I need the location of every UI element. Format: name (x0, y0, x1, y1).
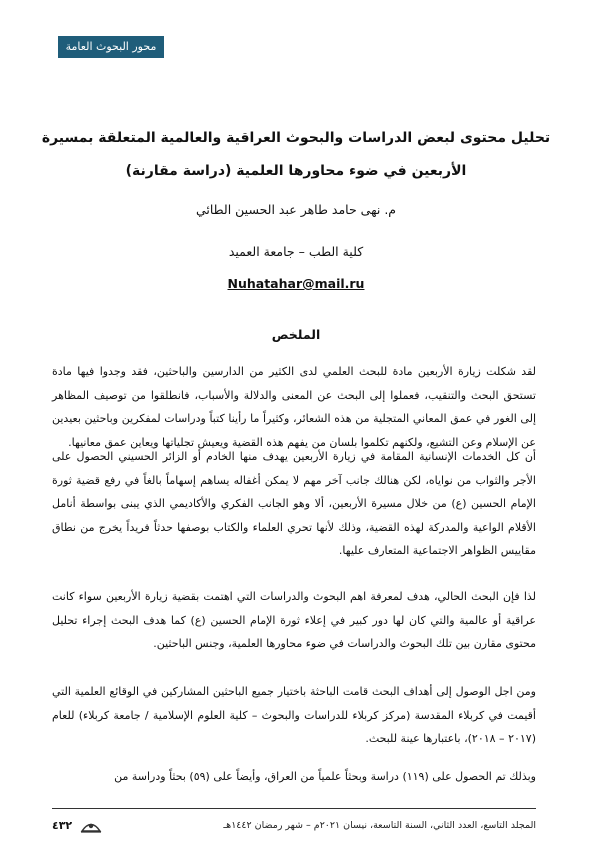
paper-title-line-2: الأربعين في ضوء محاورها العلمية (دراسة مقارنة) (125, 163, 467, 179)
author-email[interactable]: Nuhatahar@mail.ru (227, 276, 365, 291)
abstract-paragraph-3: لذا فإن البحث الحالي، هدف لمعرفة اهم البحوث والدراسات التي اهتمت بقضية زيارة الأربعين سواء كانت عراقية أو عالمية والتي كان لها دور كبير في إعلاء ثورة الإمام الحسين (ع) كما هدف البحث إجراء تحليل محتوى مقارن بين تلك البحوث والدراسات في ضوء محاورها العلمية، وجنس الباحثين. (52, 590, 536, 650)
journal-issue-info: المجلد التاسع، العدد الثاني، السنة التاسعة، نيسان ٢٠٢١م – شهر رمضان ١٤٤٢هـ (223, 819, 536, 831)
author-name: م. نهى حامد طاهر عبد الحسين الطائي (195, 202, 397, 217)
abstract-heading: الملخص (271, 327, 321, 342)
footer-divider (52, 808, 536, 809)
page-footer (52, 814, 536, 836)
page-number: ٤٣٢ (52, 818, 73, 832)
abstract-paragraph-1: لقد شكلت زيارة الأربعين مادة للبحث العلمي لدى الكثير من الدارسين والباحثين، فقد وجدوا فيها مادة تستحق البحث والتنقيب، فعملوا إلى البحث عن المعنى والدلالة والأسباب، فانطلقوا من توصيف المظاهر إلى الغور في عمق المعاني المتجلية من هذه الشعائر، وكثيراً ما رأينا كتباً ودراسات لمفكرين وباحثين بعيدين عن الإسلام وعن التشيع، ولكنهم تكلموا بلسان من يفهم هذه القضية ويعيش تجلياتها ويعاين عمق معانيها. (52, 365, 536, 449)
abstract-paragraph-2: أن كل الخدمات الإنسانية المقامة في زيارة الأربعين يهدف منها الخادم أو الزائر الحسيني الحصول على الأجر والثواب من نواياه، لكن هنالك جانب آخر مهم لا يمكن أغفاله يساهم إسهاماً بالغاً في رفع قضية ثورة الإمام الحسين (ع) من خلال مسيرة الأربعين، ألا وهو الجانب الفكري والأكاديمي الذي يبنى بواسطة أنامل الأقلام الواعية والمدركة لهذه القضية، وذلك لأنها تحري العلماء والكتاب بوصفها حدثاً فريداً يخرج من نطاق مقاييس الظواهر الاجتماعية المتعارف عليها. (52, 450, 536, 557)
abstract-paragraph-4: ومن اجل الوصول إلى أهداف البحث قامت الباحثة باختيار جميع الباحثين المشاركين في الوقائع العلمية التي أقيمت في كربلاء المقدسة (مركز كربلاء للدراسات والبحوث – كلية العلوم الإسلامية / جامعة كربلاء) للعام (٢٠١٧ – ٢٠١٨)، باعتبارها عينة للبحث. (52, 685, 536, 745)
journal-emblem-icon (80, 816, 102, 834)
abstract-paragraph-5: وبذلك تم الحصول على (١١٩) دراسة وبحثاً علمياً من العراق، وأيضاً على (٥٩) بحثاً ودراسة من (114, 770, 536, 783)
section-label: محور البحوث العامة (58, 36, 164, 58)
paper-title-line-1: تحليل محتوى لبعض الدراسات والبحوث العراقية والعالمية المتعلقة بمسيرة (41, 130, 551, 146)
author-affiliation: كلية الطب – جامعة العميد (228, 244, 364, 259)
